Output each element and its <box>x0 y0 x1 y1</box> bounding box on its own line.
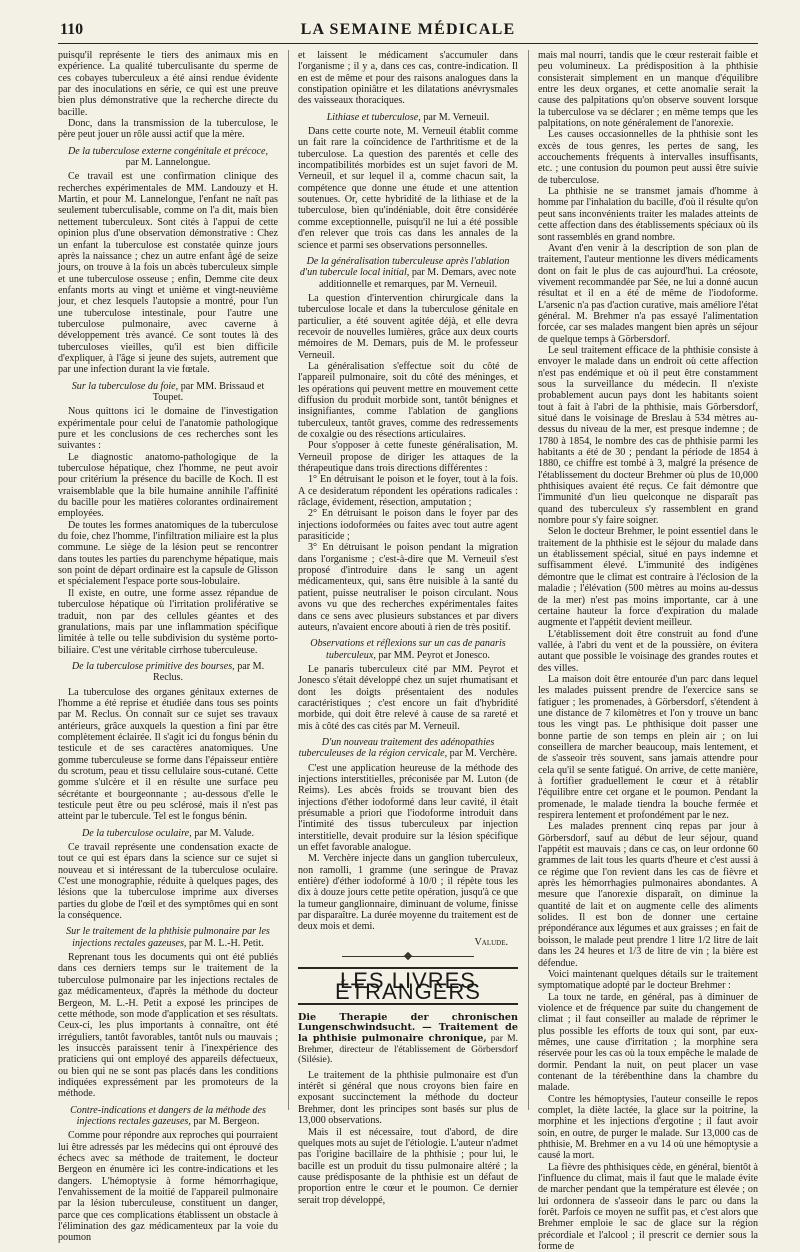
paragraph: Les malades prennent cinq repas par jour à Görbersdorf, sauf au début de leur séjour, quand l'appétit est mauvais ; dans ce cas, on leur ordonne 60 grammes de lait tous les quarts d'heure et c'est aussi à ce régime que l'on revient dans les cas de fièvre et après les hémorrhagies pulmonaires abondantes. A mesure que l'anorexie disparaît, on diminue la quantité de lait et on augmente celle des aliments solides. Il est bon de donner une certaine prépondérance aux légumes et aux graisses ; en fait de boisson, le malade peut prendre 1 litre 1/2 litre de lait dans les 24 heures et 1/3 de litre de vin ; la bière est défendue. <box>538 821 758 969</box>
article-title: Contre-indications et dangers de la méthode des injections rectales gazeuses, <box>70 1104 266 1127</box>
paragraph: Donc, dans la transmission de la tuberculose, le père peut jouer un rôle aussi actif que la mère. <box>58 118 278 141</box>
paragraph: mais mal nourri, tandis que le cœur resterait faible et peu volumineux. La prédisposition à la phthisie consisterait simplement en un manque d'équilibre entre les deux organes, et cette anomalie serait la cause des palpitations qu'on observe souvent lorsque la tuberculose va se déclarer ; en même temps que les palpitations, on note généralement de l'anorexie. <box>538 50 758 130</box>
article-author: par M. L.-H. Petit. <box>188 937 264 949</box>
article-author: par M. Valude. <box>194 827 255 839</box>
book-title: Die Therapie der chronischen Lungenschwindsucht. — Traitement de la phthisie pulmonaire chronique, <box>298 1011 518 1044</box>
article-title: Sur la tuberculose du foie, <box>71 380 179 392</box>
paragraph: Il existe, en outre, une forme assez répandue de tuberculose hépatique où l'irritation proliférative se traduit, non par des cellules géantes et des granulations, mais par une inflammation spécifique limitée à telle ou telle subdivision du système porto-biliaire. C'est une véritable cirrhose tuberculeuse. <box>58 587 278 656</box>
paragraph: La généralisation s'effectue soit du côté de l'appareil pulmonaire, soit du côté des méninges, et les opérations qui peuvent mettre en mouvement cette diffusion du produit morbide sont, tantôt bénignes et insignifiantes, comme l'ablation de ganglions tuberculeux, tantôt graves, comme des redressements de coxalgie ou des résections articulaires. <box>298 360 518 440</box>
column-3 <box>528 50 758 1252</box>
article-author: par M. Verchère. <box>449 748 518 760</box>
article-title: De la tuberculose externe congénitale et précoce, <box>67 145 269 157</box>
article-author: par MM. Brissaud et Toupet. <box>152 380 265 403</box>
paragraph: La phthisie ne se transmet jamais d'homme à homme par l'inhalation du bacille, d'où il résulte qu'on peut sans inconvénients traiter les malades atteints de cette affection dans des établissements spéciaux où ils sont rassemblés en grand nombre. <box>538 186 758 243</box>
text-columns <box>58 50 758 1252</box>
paragraph: De toutes les formes anatomiques de la tuberculose du foie, chez l'homme, l'infiltration miliaire est la plus commune. Le siège de la lésion peut se rencontrer dans toutes les parties du parenchyme hépatique, mais son point de départ ordinaire est la capsule de Glisson et spécialement l'espace porte sous-lobulaire. <box>58 519 278 588</box>
article-heading <box>58 146 278 169</box>
paragraph: 2° En détruisant le poison dans le foyer par des injections iodoformées ou faites avec tout autre agent parasiticide ; <box>298 508 518 543</box>
paragraph: Le panaris tuberculeux cité par MM. Peyrot et Jonesco s'était développé chez un sujet rhumatisant et dont les doigts présentaient des nodules caractéristiques ; c'est encore un fait d'hybridité morbide, qui doit être relevé à cause de sa rareté et mis à côté des cas cités par M. Verneuil. <box>298 663 518 732</box>
paragraph: La fièvre des phthisiques cède, en général, bientôt à l'influence du climat, mais il faut que le malade évite de marcher pendant que la température est élevée ; on lui ordonnera de s'asseoir dans le parc ou dans la forêt. Parfois ce moyen ne suffit pas, et c'est alors que Brehmer emploie le sac de glace sur la région précordiale et l'alcool ; il prescrit ce dernier sous la forme de <box>538 1161 758 1252</box>
article-heading <box>58 926 278 949</box>
paragraph: Contre les hémoptysies, l'auteur conseille le repos complet, la diète lactée, la glace sur la poitrine, la morphine et les injections d'ergotine ; il faut avoir soin, en outre, de purger le malade. Sur 13,000 cas de phthisie, M. Brehmer en a vu 14 où une hémoptysie a causé la mort. <box>538 1093 758 1162</box>
article-title: De la généralisation tuberculeuse après l'ablation d'un tubercule local initial, <box>299 255 510 279</box>
book-entry <box>298 1013 518 1066</box>
page-number: 110 <box>60 21 84 38</box>
article-author: par M. Lannelongue. <box>125 157 211 169</box>
article-author: par MM. Peyrot et Jonesco. <box>378 649 490 661</box>
paragraph: Avant d'en venir à la description de son plan de traitement, l'auteur mentionne les divers médicaments dont on fait le plus de cas aujourd'hui. La créosote, vivement recommandée par Sée, ne lui a donné aucun résultat et il en a été de même de l'iodoforme. L'arsenic n'a pas d'action curative, mais améliore l'état général. M. Brehmer n'a pas essayé l'alimentation forcée, car ses malades mangent bien après un séjour de quelque temps à Görbersdorf. <box>538 242 758 345</box>
article-title: Observations et réflexions sur un cas de panaris tuberculeux, <box>310 638 506 661</box>
article-title: De la tuberculose primitive des bourses, <box>71 660 235 672</box>
article-heading <box>58 1105 278 1128</box>
article-heading <box>58 828 278 839</box>
paragraph: Reprenant tous les documents qui ont été publiés dans ces derniers temps sur le traitement de la tuberculose pulmonaire par les injections rectales de gaz médicamenteux, d'après la méthode du docteur Bergeon, M. L.-H. Petit a exposé les principes de cette méthode, son mode d'application et ses résultats. Ceux-ci, les plus importants à connaître, ont été irréguliers, tantôt favorables, tantôt nuls ou mauvais ; les insuccès paraissent tenir à l'inexpérience des praticiens qui ont employé des appareils défectueux, ou bien qui ne se sont pas placés dans les conditions indiquées expressément par les promoteurs de la méthode. <box>58 952 278 1100</box>
running-head <box>58 0 758 44</box>
article-title: Sur le traitement de la phthisie pulmonaire par les injections rectales gazeuses, <box>66 926 270 949</box>
paragraph: Le traitement de la phthisie pulmonaire est d'un intérêt si général que nous croyons bien faire en exposant succinctement la méthode du docteur Brehmer, dont les principes sont basés sur plus de 13,000 observations. <box>298 1069 518 1127</box>
paragraph: La maison doit être entourée d'un parc dans lequel les malades puissent prendre de l'exercice sans se fatiguer ; les promenades, à Görbersdorf, s'étendent à une distance de 7 kilomètres et l'on y trouve un banc tous les vingt pas. Le phthisique doit passer une bonne partie de son temps en plein air ; on lui conseillera de marcher beaucoup, mais lentement, et de s'asseoir très souvent, sans jamais attendre pour cela qu'il se sente fatigué. On arrive, de cette manière, à fortifier graduellement le cœur et à rétablir l'équilibre entre cet organe et le poumon. Pendant la promenade, le malade tiendra la bouche fermée et respirera lentement et profondément par le nez. <box>538 673 758 822</box>
paragraph: puisqu'il représente le tiers des animaux mis en expérience. La qualité tuberculisante du sperme de ces cobayes tuberculeux a été ainsi rendue évidente par des inoculations en série, ce qui est une preuve bien plus démonstrative que la recherche directe du bacille. <box>58 50 278 118</box>
paragraph: Ce travail est une confirmation clinique des recherches expérimentales de MM. Landouzy et H. Martin, et pour M. Lannelongue, l'enfant ne naît pas seulement tuberculisable, comme on l'a dit, mais bien nettement tuberculeux. Sont cités à l'appui de cette opinion plus d'une observation démonstrative : Chez un enfant la tuberculose est constatée quinze jours après la naissance ; chez un autre enfant âgé de seize jours, on trouve à la fois un abcès tuberculeux simple et une tuberculose osseuse ; enfin, Demme cite deux enfants morts au vingt et unième et vingt-neuvième jour, et chez lesquels l'autopsie a montré, pour l'un une tuberculose intestinale, pour l'autre une tuberculose pulmonaire, avec caverne à développement très avancé. Ce sont toutes là des tuberculoses vieilles, qu'il est bien difficile d'expliquer, à l'âge si jeune des sujets, autrement que par une infection durant la vie fœtale. <box>58 171 278 376</box>
ornamental-divider <box>342 953 474 959</box>
book-author: par M. Brehmer, directeur de l'établissement de Görbersdorf (Silésie). <box>298 1033 518 1066</box>
paragraph: La question d'intervention chirurgicale dans la tuberculose locale et dans la tuberculose génitale en particulier, a été souvent agitée déjà, et elle devra recevoir de nouvelles lumières, grâce aux deux courts mémoires de M. Demars, puis de M. le professeur Verneuil. <box>298 292 518 361</box>
article-author: par M. Bergeon. <box>193 1115 260 1127</box>
journal-title: LA SEMAINE MÉDICALE <box>300 21 516 38</box>
paragraph: C'est une application heureuse de la méthode des injections interstitielles, préconisée par M. Luton (de Reims). Les abcès froids se trouvant bien des injections d'éther iodoformé dans leur cavité, il était présumable a priori que l'iodoforme introduit dans l'intimité des tissus tuberculeux par injection interstitielle, devait produire sur la lésion spécifique un effet favorable analogue. <box>298 762 518 854</box>
paragraph: Selon le docteur Brehmer, le point essentiel dans le traitement de la phthisie est le séjour du malade dans un établissement spécial, situé en pays indemne et suffisamment élevé. L'immunité des indigènes démontre que le climat est contraire à l'éclosion de la maladie ; l'élévation (500 mètres au moins au-dessus de la mer) n'est pas moins importante, car à une certaine hauteur la force d'expiration du malade augmente et l'appétit devient meilleur. <box>538 526 758 629</box>
paragraph: L'établissement doit être construit au fond d'une vallée, à l'abri du vent et de la poussière, on évitera autant que possible le voisinage des grandes routes et des villes. <box>538 628 758 674</box>
paragraph: 3° En détruisant le poison pendant la migration dans l'organisme ; c'est-à-dire que M. Verneuil s'est proposé d'introduire dans le sang un agent médicamenteux, qui, sans être nuisible à la santé du patient, puisse neutraliser le poison circulant. Nous avons vu que des recherches expérimentales faites dans ce sens avec plusieurs substances et par divers auteurs, n'avaient encore abouti à rien de très positif. <box>298 542 518 633</box>
paragraph: et laissent le médicament s'accumuler dans l'organisme ; il y a, dans ces cas, contre-indication. Il en est de même et pour des raisons analogues dans la constipation opiniâtre et les dilatations anévrysmales des vaisseaux thoraciques. <box>298 50 518 107</box>
column-2 <box>288 50 519 1206</box>
paragraph: Le seul traitement efficace de la phthisie consiste à envoyer le malade dans un endroit où cette affection n'est pas endémique et où il peut être constamment sous la surveillance du médecin. Il n'existe probablement aucun pays dont les habitants soient tout à fait à l'abri de la phthisie, mais Görbersdorf, situé dans le voisinage de Breslau à 534 mètres au-dessus du niveau de la mer, est presque indemne ; de 1780 à 1854, le nombre des cas de phthisie parmi les habitants a été de 30 ; pendant la période de 1854 à 1880, ce chiffre est tombé à 3, malgré la présence de l'établissement du docteur Brehmer où plus de 10,000 phthisiques avaient été reçus. Ce fait démontre que l'immunité d'un lieu quelconque ne disparaît pas quand des tuberculeux s'y rassemblent en grand nombre pour s'y faire soigner. <box>538 344 758 527</box>
article-title: De la tuberculose oculaire, <box>81 827 192 839</box>
author-signature: Valude. <box>474 936 508 948</box>
article-heading <box>58 381 278 404</box>
paragraph: Le diagnostic anatomo-pathologique de la tuberculose hépatique, chez l'homme, ne peut avoir pour critérium la présence du bacille de Koch. Il est vraisemblable que la bile humaine annihile l'affinité du bacille pour les matières colorantes ordinairement employées. <box>58 451 278 520</box>
article-author: par M. Verneuil. <box>423 111 490 123</box>
paragraph: Pour s'opposer à cette funeste généralisation, M. Verneuil propose de diriger les attaques de la thérapeutique dans trois directions différentes : <box>298 440 518 475</box>
article-heading <box>298 256 518 290</box>
article-heading <box>298 638 518 661</box>
article-heading <box>298 737 518 760</box>
paragraph: Les causes occasionnelles de la phthisie sont les excès de tous genres, les pertes de sang, les accouchements fréquents à intervalles insuffisants, etc. ; une contusion du poumon peut aussi être suivie de tuberculose. <box>538 129 758 186</box>
paragraph: Nous quittons ici le domaine de l'investigation expérimentale pour celui de l'anatomie pathologique pure et les conclusions de ces recherches sont les suivantes : <box>58 406 278 452</box>
section-heading: LES LIVRES ÉTRANGERS <box>298 967 518 1005</box>
paragraph: Voici maintenant quelques détails sur le traitement symptomatique adopté par le docteur Brehmer : <box>538 968 758 992</box>
paragraph: Dans cette courte note, M. Verneuil établit comme un fait rare la coïncidence de l'arthritisme et de la tuberculose. La question des parentés et celle des incompatibilités morbides est un sujet favori de M. Verneuil, et sur lequel il a, comme chacun sait, la compétence que donne une étude et une attention soutenues. Or, cette hybridité de la lithiase et de la tuberculose, bien qu'indéniable, doit être considérée comme exceptionnelle, puisqu'il ne lui a été possible d'en relever que trois cas dans les annales de la science et parmi ses observations personnelles. <box>298 126 518 251</box>
paragraph: M. Verchère injecte dans un ganglion tuberculeux, non ramolli, 1 gramme (une seringue de Pravaz entière) d'éther iodoformé à 10/0 ; il répète tous les dix à douze jours cette petite opération, jusqu'à ce que la tumeur ganglionnaire, diminuant de volume, finisse par disparaître. La durée moyenne du traitement est de deux mois et demi. <box>298 853 519 933</box>
article-title: D'un nouveau traitement des adénopathies tuberculeuses de la région cervicale, <box>298 736 495 760</box>
column-1 <box>58 50 278 1244</box>
article-heading <box>58 661 278 684</box>
paragraph: Mais il est nécessaire, tout d'abord, de dire quelques mots au sujet de l'étiologie. L'auteur n'admet pas l'origine bacillaire de la phthisie ; pour lui, le bacille est un produit du tissu pulmonaire altéré ; la cause prédisposante de la phthisie est un défaut de proportion entre le cœur et le poumon. Ce dernier serait trop développé, <box>298 1126 518 1206</box>
paragraph: La tuberculose des organes génitaux externes de l'homme a été reprise et étudiée dans tous ses points par M. Reclus. On connaît sur ce sujet ses travaux antérieurs, grâce auxquels la question a fini par être complètement éclairée. Il s'agit ici du fongus bénin du testicule et de ses caractères anatomiques. Une gomme tuberculeuse se forme dans l'épaisseur entière du scrotum, peau et tissu cellulaire sous-cutané. Cette gomme s'ulcère et il en résulte une surface peu sécrétante et bourgeonnante ; au-dessous d'elle le testicule peut être ou peu sclérosé, mais il n'est pas atteint par le tubercule. Tel est le fongus bénin. <box>58 686 278 823</box>
paragraph: 1° En détruisant le poison et le foyer, tout à la fois. A ce desideratum répondent les opérations radicales : râclage, évidement, résection, amputation ; <box>298 474 518 509</box>
article-author: par M. Reclus. <box>153 660 265 684</box>
paragraph: Ce travail représente une condensation exacte de tout ce qui est épars dans la science sur ce sujet si nouveau et si intéressant de la tuberculose oculaire. C'est une monographie, réduite à quelques pages, des lésions que la tuberculose imprime aux diverses parties du globe de l'œil et des symptômes qui en sont la conséquence. <box>58 842 278 922</box>
article-title: Lithiase et tuberculose, <box>326 111 421 123</box>
article-heading <box>298 112 518 123</box>
paragraph: Comme pour répondre aux reproches qui pourraient lui être adressés par les médecins qui ont éprouvé des échecs avec sa méthode de traitement, le docteur Bergeon en énumère ici les contre-indications et les dangers. L'hémoptysie à forme hémorrhagique, l'envahissement de la moitié de l'appareil pulmonaire par la lésion tuberculeuse, constituent un danger, parce que ces complications établissent un obstacle à l'élimination des gaz médicamenteux par la voie du poumon <box>58 1130 278 1244</box>
paragraph: La toux ne tarde, en général, pas à diminuer de violence et de fréquence par suite du changement de climat ; il faut conseiller au malade de réprimer le plus possible les efforts de toux qui sont, par eux-mêmes, une cause d'irritation ; la morphine sera réservée pour les cas où la toux empêche le malade de dormir. Pendant la nuit, on peut placer un vase contenant de la térébenthine dans la chambre du malade. <box>538 991 758 1094</box>
article-author: par M. Demars, avec note additionnelle et remarques, par M. Verneuil. <box>318 267 517 290</box>
